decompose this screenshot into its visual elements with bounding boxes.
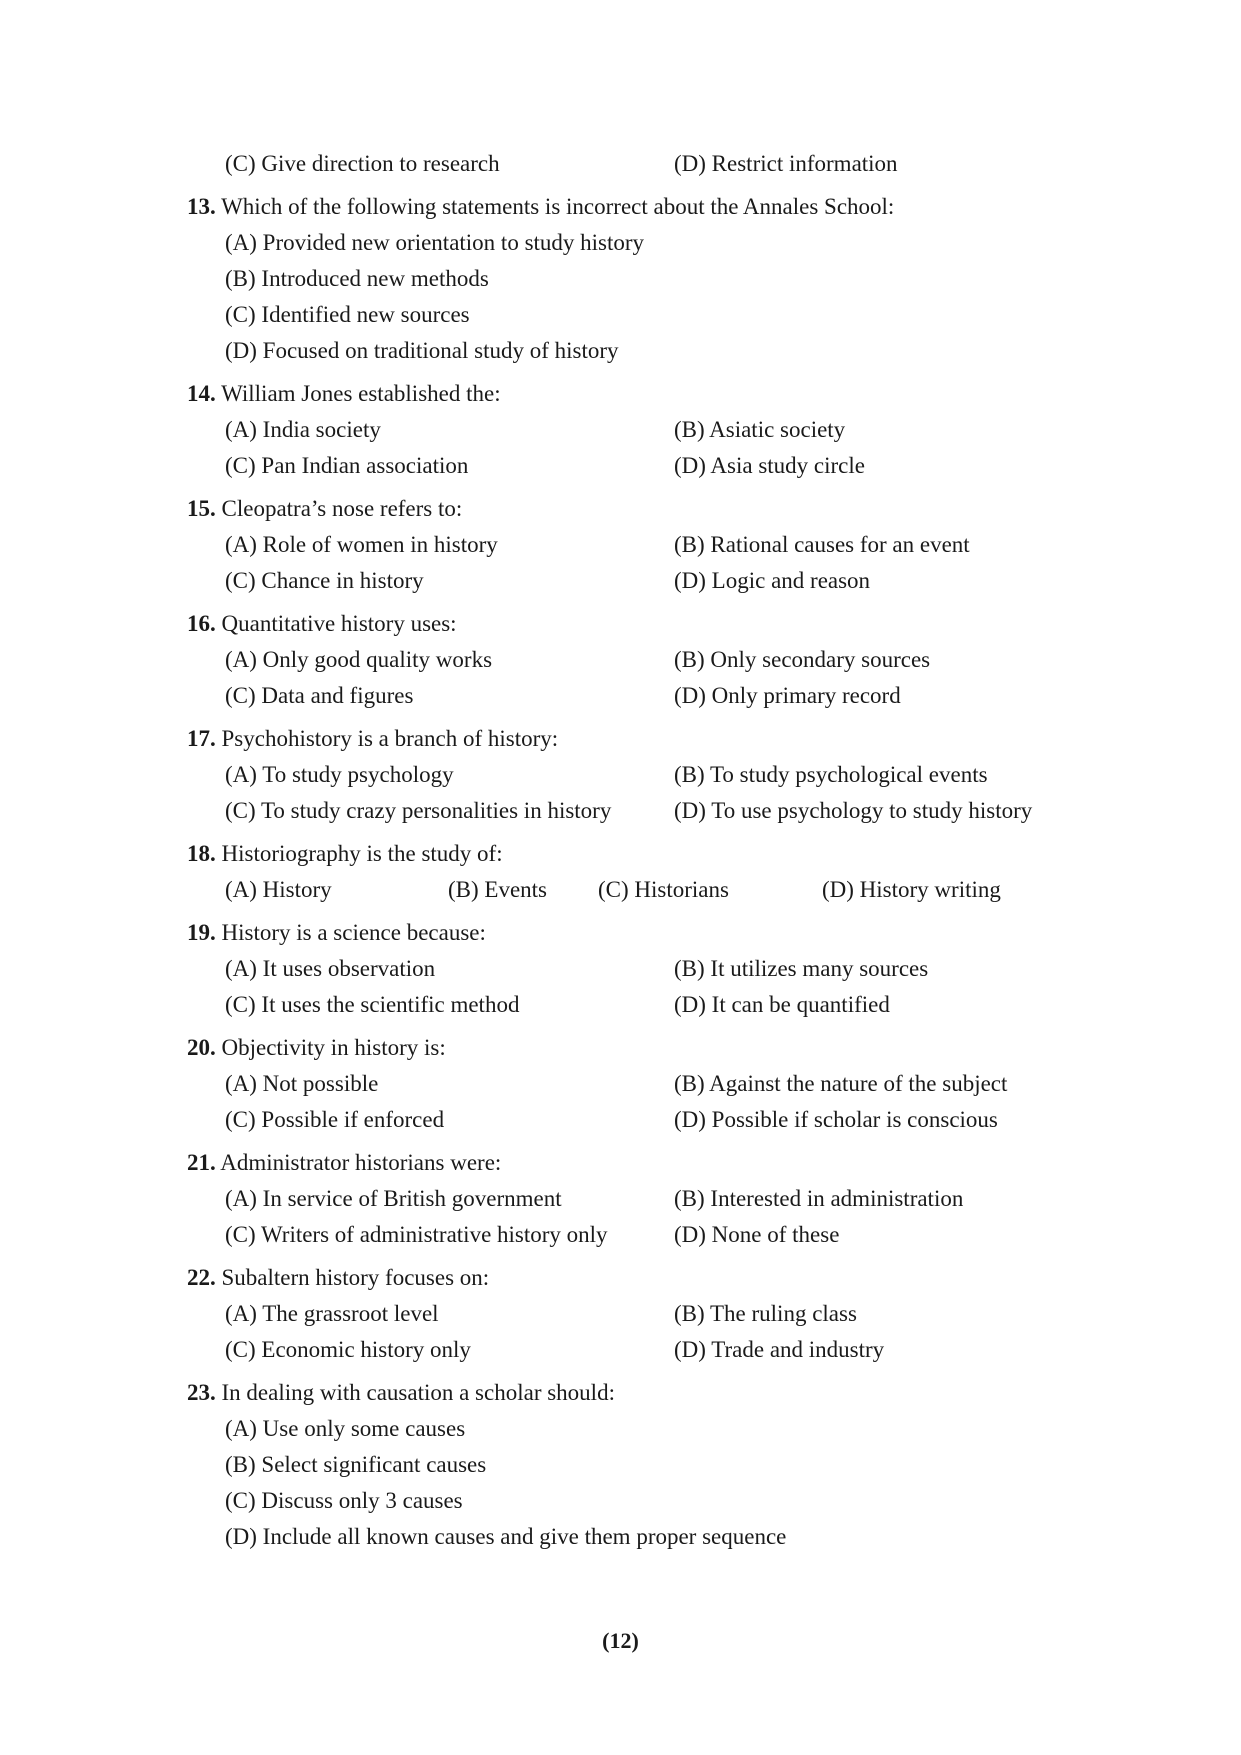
q20-option-c: (C) Possible if enforced bbox=[225, 1107, 445, 1132]
question-number: 17. bbox=[187, 726, 216, 751]
q18-option-c: (C) Historians bbox=[598, 877, 729, 902]
question-23 bbox=[187, 1381, 615, 1404]
q23-option-a: (A) Use only some causes bbox=[225, 1416, 466, 1441]
q13-option-a: (A) Provided new orientation to study history bbox=[225, 230, 645, 255]
q15-option-a: (A) Role of women in history bbox=[225, 532, 498, 557]
q23-option-b: (B) Select significant causes bbox=[225, 1452, 487, 1477]
question-18 bbox=[187, 842, 503, 865]
question-15 bbox=[187, 497, 462, 520]
question-text: Objectivity in history is: bbox=[221, 1035, 446, 1060]
q15-option-b: (B) Rational causes for an event bbox=[674, 532, 970, 557]
question-19 bbox=[187, 921, 486, 944]
q18-option-b: (B) Events bbox=[448, 877, 548, 902]
question-text: Quantitative history uses: bbox=[221, 611, 457, 636]
q17-option-c: (C) To study crazy personalities in history bbox=[225, 798, 612, 823]
q19-option-b: (B) It utilizes many sources bbox=[674, 956, 929, 981]
q14-option-d: (D) Asia study circle bbox=[674, 453, 865, 478]
q19-option-d: (D) It can be quantified bbox=[674, 992, 890, 1017]
question-21 bbox=[187, 1151, 501, 1174]
question-text: Administrator historians were: bbox=[220, 1150, 502, 1175]
q21-option-c: (C) Writers of administrative history only bbox=[225, 1222, 608, 1247]
q22-option-a: (A) The grassroot level bbox=[225, 1301, 439, 1326]
question-text: In dealing with causation a scholar should: bbox=[221, 1380, 615, 1405]
q21-option-d: (D) None of these bbox=[674, 1222, 840, 1247]
q14-option-c: (C) Pan Indian association bbox=[225, 453, 469, 478]
q17-option-b: (B) To study psychological events bbox=[674, 762, 988, 787]
q20-option-d: (D) Possible if scholar is conscious bbox=[674, 1107, 998, 1132]
q21-option-a: (A) In service of British government bbox=[225, 1186, 562, 1211]
question-number: 18. bbox=[187, 841, 216, 866]
question-16 bbox=[187, 612, 457, 635]
q19-option-c: (C) It uses the scientific method bbox=[225, 992, 520, 1017]
question-number: 14. bbox=[187, 381, 216, 406]
q18-option-d: (D) History writing bbox=[822, 877, 1001, 902]
q21-option-b: (B) Interested in administration bbox=[674, 1186, 964, 1211]
question-number: 16. bbox=[187, 611, 216, 636]
question-text: Which of the following statements is incorrect about the Annales School: bbox=[221, 194, 895, 219]
q22-option-c: (C) Economic history only bbox=[225, 1337, 471, 1362]
question-text: Cleopatra’s nose refers to: bbox=[221, 496, 463, 521]
question-text: Historiography is the study of: bbox=[221, 841, 503, 866]
q15-option-c: (C) Chance in history bbox=[225, 568, 424, 593]
q19-option-a: (A) It uses observation bbox=[225, 956, 436, 981]
question-number: 15. bbox=[187, 496, 216, 521]
question-number: 20. bbox=[187, 1035, 216, 1060]
q23-option-d: (D) Include all known causes and give them proper sequence bbox=[225, 1524, 787, 1549]
question-20 bbox=[187, 1036, 446, 1059]
question-17 bbox=[187, 727, 558, 750]
q13-option-d: (D) Focused on traditional study of history bbox=[225, 338, 619, 363]
q13-option-b: (B) Introduced new methods bbox=[225, 266, 489, 291]
q14-option-b: (B) Asiatic society bbox=[674, 417, 846, 442]
q17-option-a: (A) To study psychology bbox=[225, 762, 454, 787]
question-22 bbox=[187, 1266, 489, 1289]
question-text: History is a science because: bbox=[221, 920, 486, 945]
q20-option-a: (A) Not possible bbox=[225, 1071, 379, 1096]
q20-option-b: (B) Against the nature of the subject bbox=[674, 1071, 1008, 1096]
question-text: Psychohistory is a branch of history: bbox=[221, 726, 559, 751]
question-text: Subaltern history focuses on: bbox=[221, 1265, 490, 1290]
q18-option-a: (A) History bbox=[225, 877, 332, 902]
q12-option-c: (C) Give direction to research bbox=[225, 151, 500, 176]
q16-option-d: (D) Only primary record bbox=[674, 683, 901, 708]
question-number: 22. bbox=[187, 1265, 216, 1290]
q12-option-d: (D) Restrict information bbox=[674, 151, 898, 176]
question-number: 21. bbox=[187, 1150, 216, 1175]
q17-option-d: (D) To use psychology to study history bbox=[674, 798, 1033, 823]
q16-option-b: (B) Only secondary sources bbox=[674, 647, 931, 672]
q22-option-d: (D) Trade and industry bbox=[674, 1337, 885, 1362]
q23-option-c: (C) Discuss only 3 causes bbox=[225, 1488, 463, 1513]
question-number: 23. bbox=[187, 1380, 216, 1405]
page-number: (12) bbox=[602, 1628, 639, 1653]
q16-option-a: (A) Only good quality works bbox=[225, 647, 493, 672]
question-number: 13. bbox=[187, 194, 216, 219]
q14-option-a: (A) India society bbox=[225, 417, 381, 442]
q22-option-b: (B) The ruling class bbox=[674, 1301, 857, 1326]
question-14 bbox=[187, 382, 501, 405]
q13-option-c: (C) Identified new sources bbox=[225, 302, 470, 327]
question-13 bbox=[187, 195, 894, 218]
question-text: William Jones established the: bbox=[221, 381, 501, 406]
q16-option-c: (C) Data and figures bbox=[225, 683, 414, 708]
q15-option-d: (D) Logic and reason bbox=[674, 568, 871, 593]
question-number: 19. bbox=[187, 920, 216, 945]
